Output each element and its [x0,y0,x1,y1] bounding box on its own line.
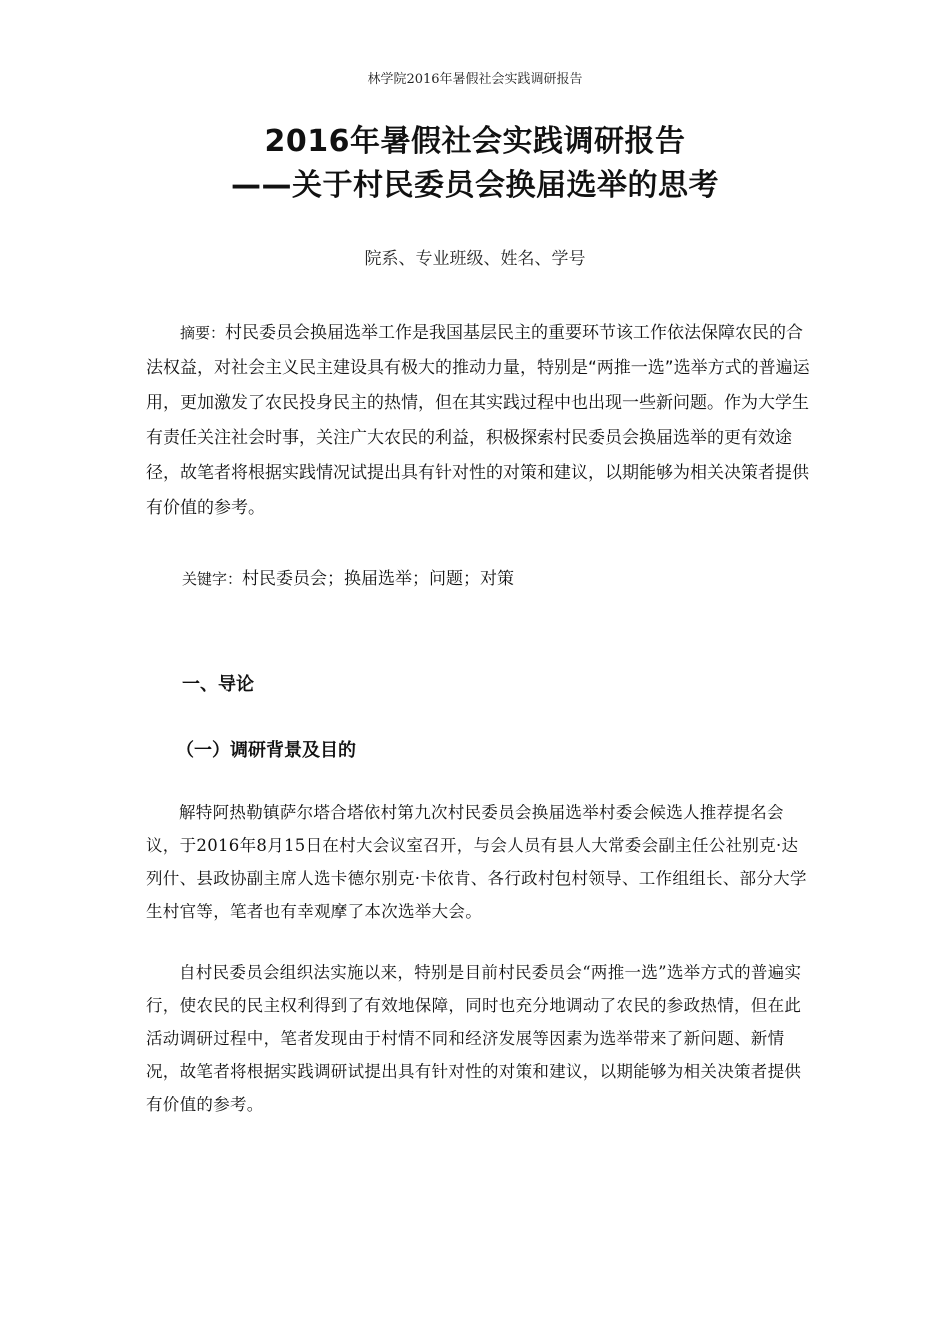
running-header: 林学院2016年暑假社会实践调研报告 [367,72,583,87]
body-paragraph: 自村民委员会组织法实施以来，特别是目前村民委员会“两推一选”选举方式的普遍实行，使农民的民主权利得到了有效地保障，同时也充分地调动了农民的参政热情，但在此活动调研过程中，笔者发现由于村情不同和经济发展等因素为选举带来了新问题、新情况，故笔者将根据实践调研试提出具有针对性的对策和建议，以期能够为相关决策者提供有价值的参考。 [146,963,802,1114]
keywords-text: 村民委员会；换届选举；问题；对策 [242,569,515,589]
document-subtitle: ——关于村民委员会换届选举的思考 [231,168,719,203]
abstract-paragraph [146,316,814,526]
keywords-label: 关键字： [182,570,243,588]
document-title: 2016年暑假社会实践调研报告 [264,124,686,159]
abstract-label: 摘要： [180,324,226,342]
section-heading-introduction: 一、导论 [182,674,254,695]
author-info-line: 院系、专业班级、姓名、学号 [364,249,586,269]
body-paragraph: 解特阿热勒镇萨尔塔合塔依村第九次村民委员会换届选举村委会候选人推荐提名会议，于2016年8月15日在村大会议室召开，与会人员有县人大常委会副主任公社别克·达列什、县政协副主席人选卡德尔别克·卡依肯、各行政村包村领导、工作组组长、部分大学生村官等，笔者也有幸观摩了本次选举大会。 [146,803,807,921]
abstract-text: 村民委员会换届选举工作是我国基层民主的重要环节该工作依法保障农民的合法权益，对社会主义民主建设具有极大的推动力量，特别是“两推一选”选举方式的普遍运用，更加激发了农民投身民主的热情，但在其实践过程中也出现一些新问题。作为大学生有责任关注社会时事，关注广大农民的利益，积极探索村民委员会换届选举的更有效途径，故笔者将根据实践情况试提出具有针对性的对策和建议，以期能够为相关决策者提供有价值的参考。 [146,323,810,518]
subsection-heading-background: （一）调研背景及目的 [176,740,356,761]
keywords-line [182,562,812,597]
